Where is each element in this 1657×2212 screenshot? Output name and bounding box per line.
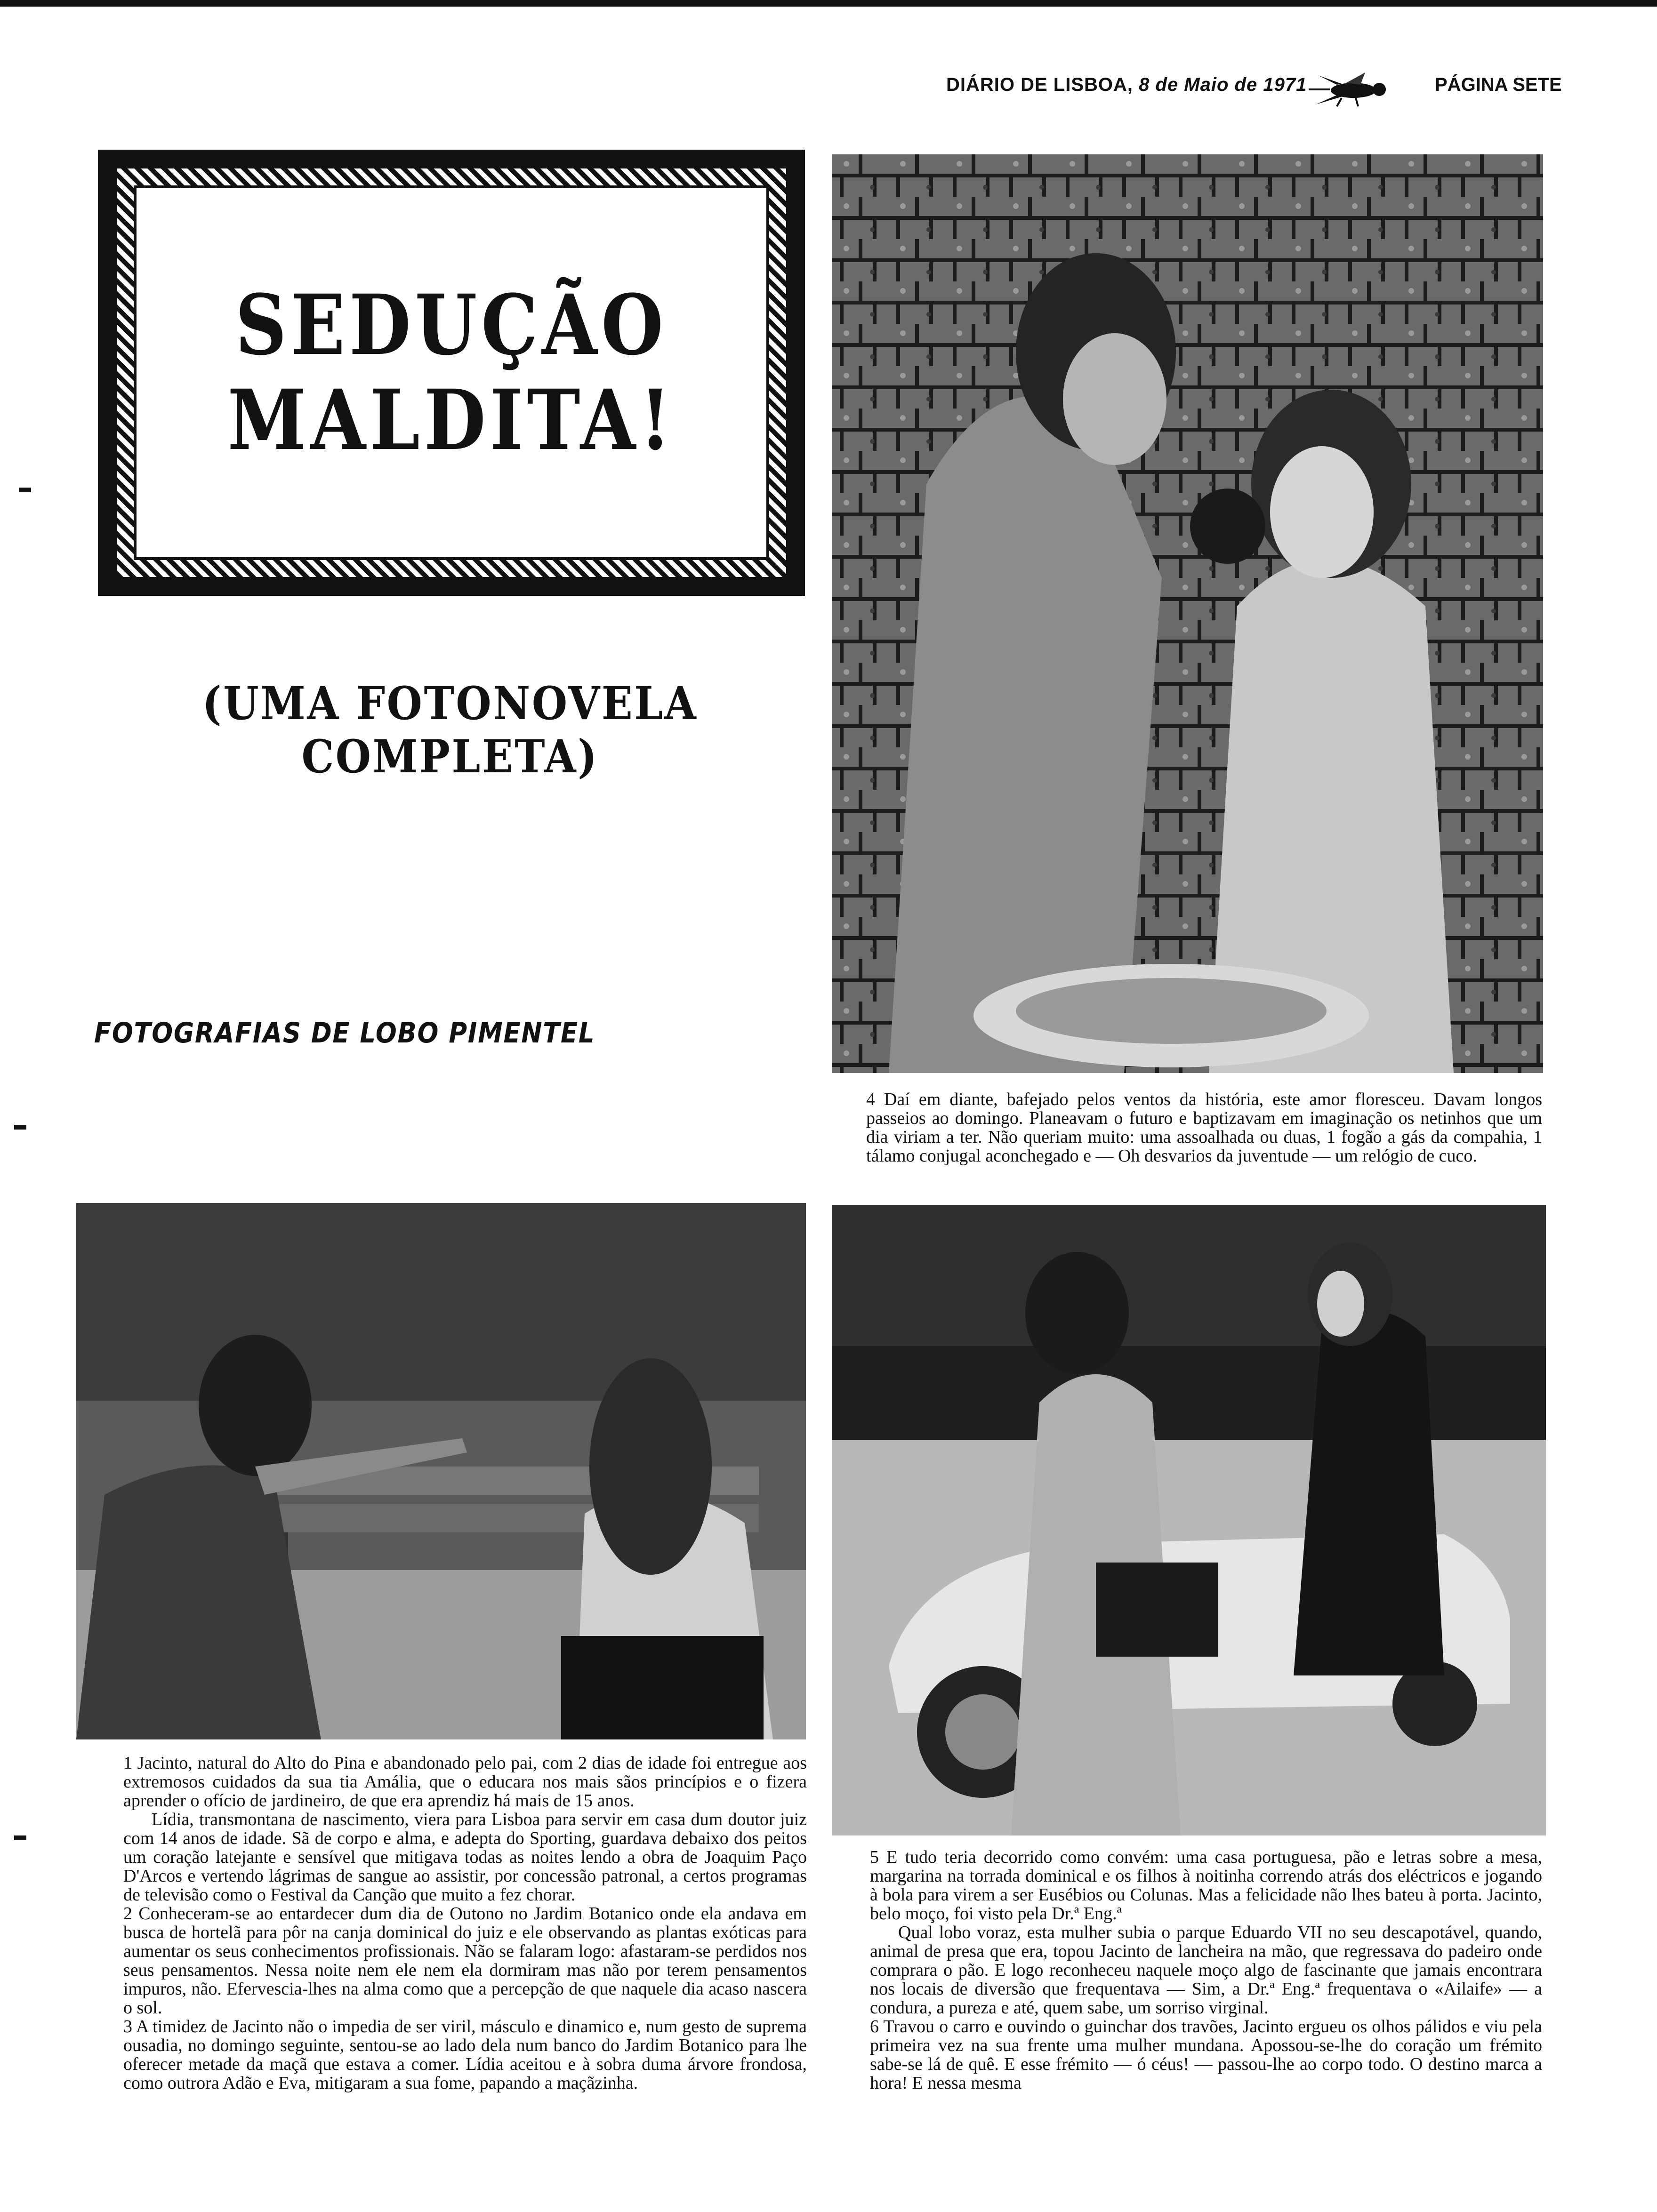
caption-lidia-text: Lídia, transmontana de nascimento, viera para Lisboa para servir em casa dum doutor juiz com 14 anos de idade. Sã de corpo e alma, e adepta do Sporting, guardava debaixo dos peitos um coração latejante e sensível que mitigava todas as noites lendo a obra de Joaquim Paço D'Arcos e vertendo lágrimas de sangue ao assistir, por concessão patronal, a certos programas de televisão como o Festival da Canção que muito a fez chorar. bbox=[123, 1810, 807, 1905]
masthead bbox=[946, 74, 1307, 96]
headline-line-1: SEDUÇÃO bbox=[235, 276, 668, 374]
margin-mark bbox=[14, 1835, 26, 1840]
caption-2-text: 2 Conheceram-se ao entardecer dum dia de Outono no Jardim Botanico onde ela andava em busca de hortelã para pôr na canja dominical do juiz e ele observando as plantas exóticas para aumentar os seus conhecimentos profissionais. Não se falaram logo: afastaram-se perdidos nos seus pensamentos. Nessa noite nem ele nem ela dormiram mas não por terem pensamentos impuros, não. Efervescia-lhes na alma como que a percepção de que naquele dia acaso nascera o sol. bbox=[123, 1904, 807, 2018]
caption-5-text: 5 E tudo teria decorrido como convém: uma casa portuguesa, pão e letras sobre a mesa, margarina na torrada dominical e os filhos à noitinha correndo atrás dos eléctricos e jogando à bola para virem a ser Eusébios ou Colunas. Mas a felicidade não lhes bateu à porta. Jacinto, belo moço, foi visto pela Dr.ª Eng.ª bbox=[870, 1847, 1542, 1923]
caption-6-text: 6 Travou o carro e ouvindo o guinchar dos travões, Jacinto ergueu os olhos pálidos e viu pela primeira vez na sua frente uma mulher mundana. Apossou-se-lhe do coração um frémito sabe-se lá de quê. E esse frémito — ó céus! — passou-lhe ao corpo todo. O destino marca a hora! E nessa mesma bbox=[870, 2017, 1542, 2093]
photo-couple-flowers bbox=[832, 154, 1543, 1073]
caption-4 bbox=[866, 1090, 1542, 1165]
page-number: PÁGINA SETE bbox=[1435, 74, 1562, 95]
caption-1-text: 1 Jacinto, natural do Alto do Pina e abandonado pelo pai, com 2 dias de idade foi entregue aos extremosos cuidados da sua tia Amália, que o educara nos mais sãos princípios e o fizera aprender o ofício de jardineiro, de que era aprendiz há mais de 15 anos. bbox=[123, 1753, 807, 1811]
photo-car-encounter bbox=[832, 1205, 1546, 1835]
caption-3-text: 3 A timidez de Jacinto não o impedia de ser viril, másculo e dinamico e, num gesto de suprema ousadia, no domingo seguinte, sentou-se ao lado dela num banco do Jardim Botanico para lhe oferecer metade da maçã que estava a comer. Lídia aceitou e à sobra duma árvore frondosa, como outrora Adão e Eva, mitigaram a sua fome, papando a maçãzinha. bbox=[123, 2017, 807, 2093]
paper-name: DIÁRIO DE LISBOA, bbox=[946, 74, 1134, 95]
top-rule bbox=[0, 0, 1657, 7]
caption-1-3 bbox=[123, 1754, 807, 2092]
margin-mark bbox=[19, 488, 31, 492]
title-frame bbox=[98, 150, 805, 596]
margin-mark bbox=[14, 1125, 26, 1130]
caption-5-6 bbox=[870, 1848, 1542, 2092]
caption-drengeng-text: Qual lobo voraz, esta mulher subia o parque Eduardo VII no seu descapotável, quando, animal de presa que era, topou Jacinto de lancheira na mão, que regressava do padeiro onde comprara o pão. E logo reconheceu naquele moço algo de fascinante que jamais encontrara nos locais de diversão que frequentava — Sim, a Dr.ª Eng.ª frequentava o «Ailaife» — a condura, a pureza e até, quem sabe, um sorriso virginal. bbox=[870, 1923, 1542, 2018]
headline-line-2: MALDITA! bbox=[227, 371, 676, 469]
issue-date: 8 de Maio de 1971 bbox=[1139, 74, 1307, 95]
fly-icon bbox=[1309, 71, 1393, 108]
subtitle: (UMA FOTONOVELA COMPLETA) bbox=[202, 677, 698, 783]
photo-couple-bench bbox=[76, 1203, 806, 1739]
caption-4-text: 4 Daí em diante, bafejado pelos ventos da história, este amor floresceu. Davam longos passeios ao domingo. Planeavam o futuro e baptizavam em imaginação os netinhos que um dia viriam a ter. Não queriam muito: uma assoalhada ou duas, 1 fogão a gás da compahia, 1 tálamo conjugal aconchegado e — Oh desvarios da juventude — um relógio de cuco. bbox=[866, 1090, 1542, 1166]
photo-credit: FOTOGRAFIAS DE LOBO PIMENTEL bbox=[94, 1017, 595, 1050]
